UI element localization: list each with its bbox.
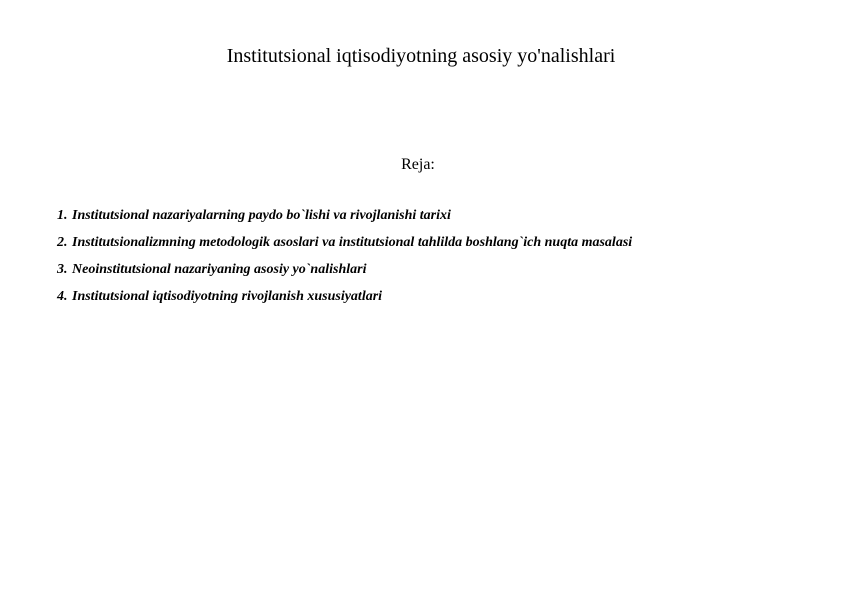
plan-item-number: 4. xyxy=(57,289,68,304)
plan-item-text: Institutsional nazariyalarning paydo bo`lishi va rivojlanishi tarixi xyxy=(72,208,451,223)
plan-item-number: 1. xyxy=(57,208,68,223)
plan-item-text: Neoinstitutsional nazariyaning asosiy yo`nalishlari xyxy=(72,262,367,277)
plan-item-1 xyxy=(57,207,817,225)
plan-list xyxy=(57,207,817,315)
plan-item-text: Institutsionalizmning metodologik asoslari va institutsional tahlilda boshlang`ich nuqta masalasi xyxy=(72,235,633,250)
plan-item-number: 2. xyxy=(57,235,68,250)
plan-heading xyxy=(0,154,842,176)
document-title: Institutsional iqtisodiyotning asosiy yo'nalishlari xyxy=(226,45,616,67)
plan-item-2 xyxy=(57,234,817,252)
plan-item-text: Institutsional iqtisodiyotning rivojlanish xususiyatlari xyxy=(72,289,383,304)
plan-item-number: 3. xyxy=(57,262,68,277)
plan-item-4 xyxy=(57,288,817,306)
plan-item-3 xyxy=(57,261,817,279)
plan-heading-text: Reja: xyxy=(401,156,435,173)
